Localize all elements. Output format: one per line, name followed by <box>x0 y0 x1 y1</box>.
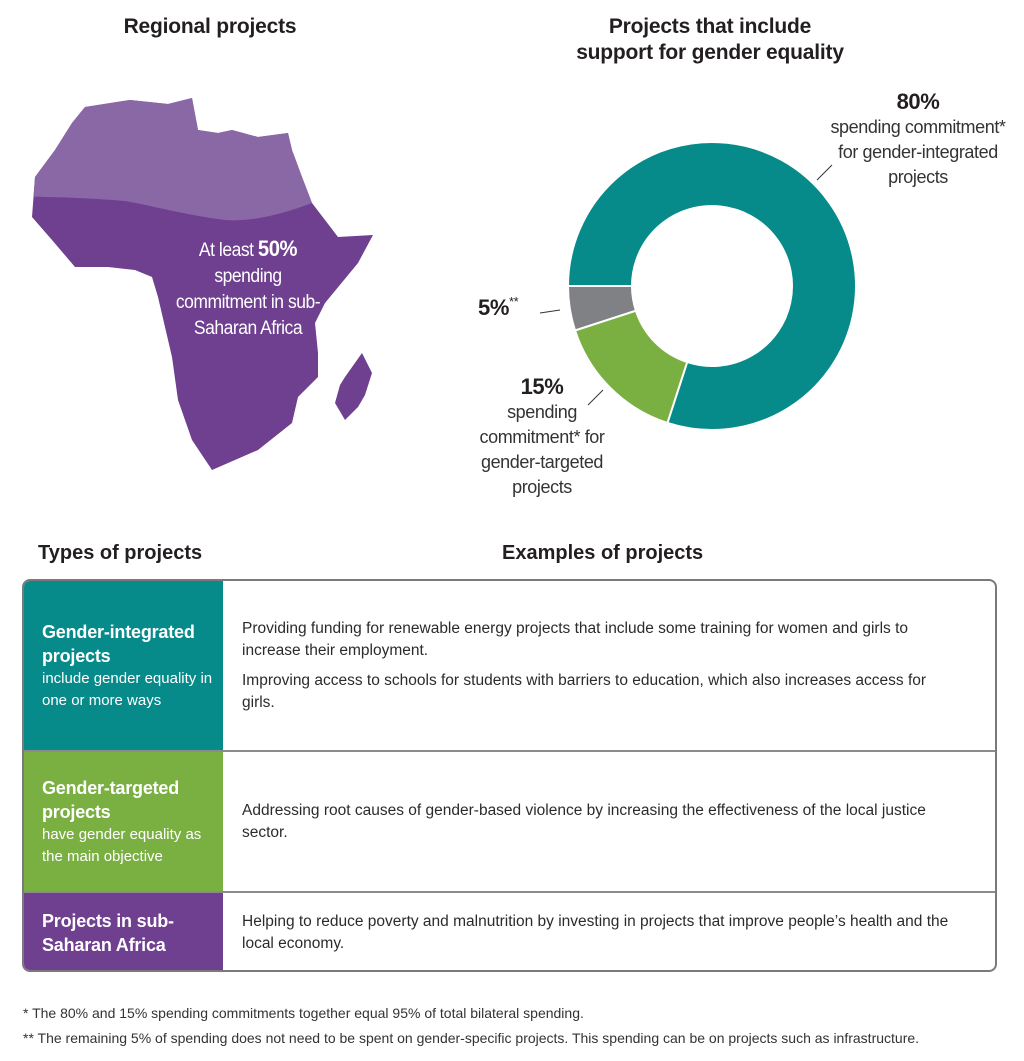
type-desc: have gender equality as the main objective <box>42 825 202 865</box>
type-title: Gender-targeted projects <box>42 777 180 822</box>
callout-15-pct: 15% <box>520 374 564 399</box>
gender-title-line1: Projects that include <box>608 15 812 38</box>
callout-80-text: spending commitment* for gender-integrated projects <box>830 117 1006 187</box>
example-text: Improving access to schools for students with barriers to education, which also increases access for girls. <box>242 671 927 711</box>
footnote-1: * The 80% and 15% spending commitments together equal 95% of total bilateral spending. <box>23 1005 584 1021</box>
table-row <box>24 581 995 750</box>
map-label-text: spending commitment in sub-Saharan Africa <box>175 266 321 339</box>
gender-title <box>530 14 890 66</box>
example-text: Helping to reduce poverty and malnutrition by investing in projects that improve people’s health and the local economy. <box>242 912 949 952</box>
examples-header: Examples of projects <box>502 542 704 564</box>
map-label-pct: 50% <box>257 236 298 261</box>
callout-5 <box>478 294 548 321</box>
example-text: Addressing root causes of gender-based violence by increasing the effectiveness of the local justice sector. <box>242 801 926 841</box>
map-label-prefix: At least <box>198 240 258 261</box>
callout-80 <box>828 89 1008 190</box>
type-title: Gender-integrated projects <box>42 621 195 666</box>
gender-title-line2: support for gender equality <box>576 41 844 64</box>
table-row <box>24 750 995 891</box>
table-row <box>24 891 995 972</box>
types-header: Types of projects <box>38 542 203 564</box>
footnote-2: ** The remaining 5% of spending does not need to be spent on gender-specific projects. This spending can be on projects such as infrastructure. <box>23 1030 920 1046</box>
callout-5-mark: ** <box>509 294 519 309</box>
type-desc: include gender equality in one or more ways <box>42 669 213 709</box>
type-cell-sub-saharan <box>24 893 223 972</box>
example-text: Providing funding for renewable energy projects that include some training for women and girls to increase their employment. <box>242 619 909 659</box>
type-title: Projects in sub-Saharan Africa <box>42 910 174 955</box>
madagascar <box>335 353 372 420</box>
example-cell <box>223 893 995 972</box>
map-label <box>174 236 321 342</box>
callout-15-text: spending commitment* for gender-targeted projects <box>479 402 605 497</box>
callout-15 <box>462 374 622 500</box>
callout-80-pct: 80% <box>896 89 940 114</box>
example-cell <box>223 752 995 891</box>
type-cell-gender-targeted <box>24 752 223 891</box>
example-cell <box>223 581 995 750</box>
type-cell-gender-integrated <box>24 581 223 750</box>
callout-5-pct: 5% <box>478 295 509 320</box>
regional-title: Regional projects <box>123 15 297 38</box>
projects-table <box>22 579 997 972</box>
